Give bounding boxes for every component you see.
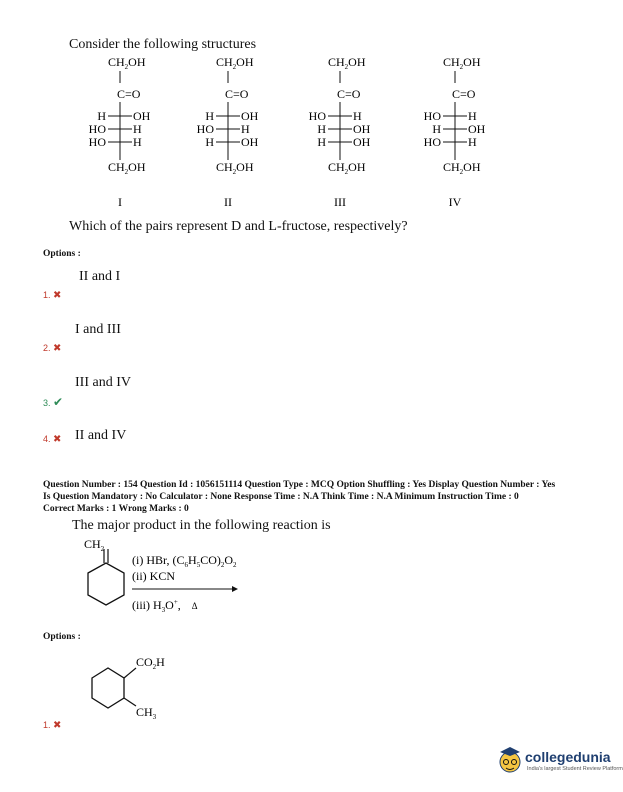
product-ring bbox=[92, 668, 124, 708]
wrong-mark-icon: ✖ bbox=[53, 290, 62, 301]
right-substituent: OH bbox=[241, 109, 259, 123]
left-substituent: H bbox=[205, 135, 214, 149]
bottom-ch2oh: $CH_2OH$ bbox=[216, 160, 254, 176]
carbonyl: C=O bbox=[452, 87, 476, 101]
fischer-structure-III bbox=[309, 55, 371, 209]
bottom-ch2oh: $CH_2OH$ bbox=[108, 160, 146, 176]
fischer-structure-I bbox=[89, 55, 151, 209]
structure-label: I bbox=[118, 195, 122, 209]
left-substituent: HO bbox=[196, 122, 214, 136]
q154-meta: Question Number : 154 Question Id : 1056151114 Question Type : MCQ Option Shuffling : Yes Display Question Number : Yes Is Question Mandatory : No Calculator : None Response Time : N.A Think Time : N.A Minimum Instruction Time : 0 Correct Marks : 1 Wrong Marks : 0 bbox=[43, 480, 556, 514]
right-substituent: OH bbox=[468, 122, 486, 136]
option-2-text[interactable]: I and III bbox=[75, 322, 121, 337]
top-ch2oh: $CH_2OH$ bbox=[328, 55, 366, 71]
structure-label: III bbox=[334, 195, 346, 209]
wrong-mark-icon: ✖ bbox=[53, 720, 62, 731]
option-4-text[interactable]: II and IV bbox=[75, 428, 127, 443]
options-label: Options : bbox=[43, 249, 81, 259]
top-ch2oh: $CH_2OH$ bbox=[108, 55, 146, 71]
left-substituent: H bbox=[317, 122, 326, 136]
reagent-3: (iii) $H_3O^+$, Δ bbox=[132, 598, 198, 614]
fischer-structure-IV bbox=[424, 55, 486, 209]
left-substituent: H bbox=[205, 109, 214, 123]
option-3-marker: 3. ✔ bbox=[43, 395, 64, 409]
cyclohexane-ring bbox=[88, 563, 124, 605]
structure-label: IV bbox=[448, 195, 462, 209]
q154-option-1-structure[interactable] bbox=[80, 650, 200, 725]
q153-stem: Consider the following structures bbox=[69, 37, 257, 52]
option-1-text[interactable]: II and I bbox=[79, 269, 121, 284]
product-co2h: $CO_2H$ bbox=[136, 655, 165, 671]
wrong-mark-icon: ✖ bbox=[53, 343, 62, 354]
q154-options-label: Options : bbox=[43, 632, 81, 642]
left-substituent: HO bbox=[308, 109, 326, 123]
q154-stem: The major product in the following reaction is bbox=[72, 518, 331, 533]
correct-mark-icon: ✔ bbox=[53, 395, 64, 409]
bottom-ch2oh: $CH_2OH$ bbox=[443, 160, 481, 176]
top-ch2oh: $CH_2OH$ bbox=[216, 55, 254, 71]
top-ch2oh: $CH_2OH$ bbox=[443, 55, 481, 71]
q154-option-1-marker: 1. ✖ bbox=[43, 720, 62, 731]
reaction-scheme bbox=[60, 535, 280, 625]
left-substituent: HO bbox=[88, 135, 106, 149]
product-ch3: $CH_3$ bbox=[136, 705, 157, 721]
right-substituent: OH bbox=[241, 135, 259, 149]
carbonyl: C=O bbox=[337, 87, 361, 101]
right-substituent: H bbox=[353, 109, 362, 123]
right-substituent: H bbox=[468, 109, 477, 123]
right-substituent: OH bbox=[353, 135, 371, 149]
left-substituent: H bbox=[97, 109, 106, 123]
right-substituent: H bbox=[133, 122, 142, 136]
reagent-1: (i) HBr, $(C_6H_5CO)_2O_2$ bbox=[132, 553, 237, 569]
left-substituent: H bbox=[317, 135, 326, 149]
left-substituent: HO bbox=[88, 122, 106, 136]
option-1-marker: 1. ✖ bbox=[43, 290, 62, 301]
right-substituent: H bbox=[241, 122, 250, 136]
carbonyl: C=O bbox=[117, 87, 141, 101]
q153-question: Which of the pairs represent D and L-fructose, respectively? bbox=[69, 219, 408, 234]
structure-label: II bbox=[224, 195, 232, 209]
left-substituent: H bbox=[432, 122, 441, 136]
reactant-ch2: $CH_2$ bbox=[84, 537, 105, 553]
right-substituent: H bbox=[468, 135, 477, 149]
reagent-2: (ii) KCN bbox=[132, 569, 175, 583]
left-substituent: HO bbox=[423, 109, 441, 123]
bottom-ch2oh: $CH_2OH$ bbox=[328, 160, 366, 176]
right-substituent: OH bbox=[353, 122, 371, 136]
fischer-structure-II bbox=[197, 55, 259, 209]
option-4-marker: 4. ✖ bbox=[43, 434, 62, 445]
mascot-icon bbox=[497, 745, 523, 775]
carbonyl: C=O bbox=[225, 87, 249, 101]
right-substituent: H bbox=[133, 135, 142, 149]
option-3-text[interactable]: III and IV bbox=[75, 375, 131, 390]
wrong-mark-icon: ✖ bbox=[53, 434, 62, 445]
left-substituent: HO bbox=[423, 135, 441, 149]
collegedunia-logo: collegedunia India's largest Student Review Platform bbox=[497, 745, 607, 777]
right-substituent: OH bbox=[133, 109, 151, 123]
option-2-marker: 2. ✖ bbox=[43, 343, 62, 354]
fischer-structures bbox=[60, 52, 560, 212]
